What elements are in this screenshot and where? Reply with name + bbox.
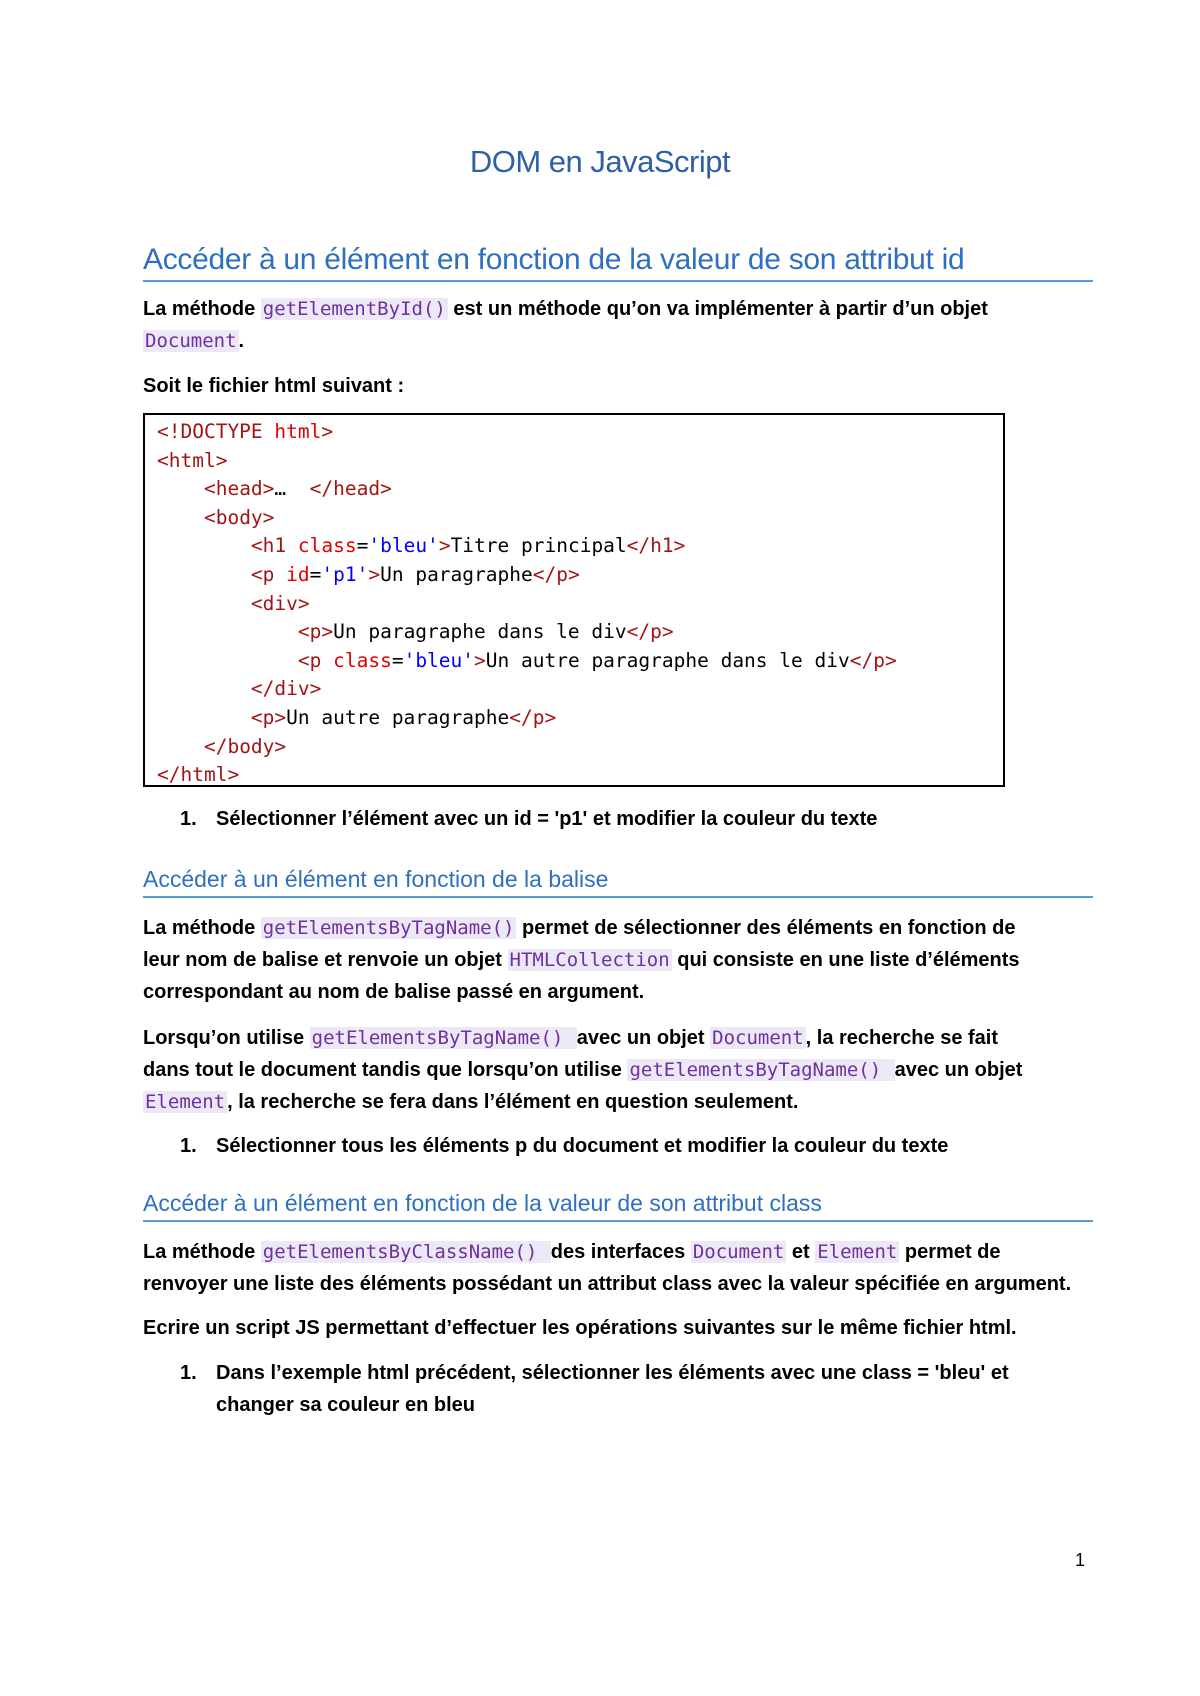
code-line: <p id='p1'>Un paragraphe</p> — [250, 562, 580, 586]
section1-paragraph: La méthode getElementById() est un méthode qu’on va implémenter à partir d’un objet Document . — [143, 298, 988, 352]
code-line: <h1 class='bleu'>Titre principal</h1> — [250, 534, 686, 558]
code-getElementById: getElementById() — [262, 298, 446, 320]
code-getElementsByTagName: getElementsByTagName() — [311, 1027, 575, 1049]
code-line: <head>… </head> — [203, 477, 392, 501]
section1-heading: Accéder à un élément en fonction de la valeur de son attribut id — [143, 243, 1093, 282]
code-line: <html> — [157, 448, 228, 472]
code-htmlcollection: HTMLCollection — [509, 949, 670, 971]
code-getElementsByClassName: getElementsByClassName() — [262, 1241, 549, 1263]
code-line: </div> — [250, 677, 322, 701]
section2-heading: Accéder à un élément en fonction de la balise — [143, 866, 1093, 898]
section2-paragraph2: Lorsqu’on utilise getElementsByTagName() avec un objet Document , la recherche se fait dans tout le document tandis que lorsqu’on utilise getElementsByTagName() avec un objet Element , la recherche se fera dans l’élément en question seulement. — [143, 1027, 1023, 1113]
code-document: Document — [145, 330, 237, 352]
code-line: <p>Un autre paragraphe</p> — [250, 705, 557, 729]
code-getElementsByTagName: getElementsByTagName() — [262, 917, 515, 939]
code-line: <!DOCTYPE html> — [157, 420, 334, 443]
code-document: Document — [692, 1241, 785, 1263]
section3-paragraph1: La méthode getElementsByClassName() des interfaces Document et Element permet de renvoyer une liste des éléments possédant un attribut class avec la valeur spécifiée en argument. — [143, 1241, 1072, 1295]
document-title: DOM en JavaScript — [469, 144, 731, 179]
section1-intro: Soit le fichier html suivant : — [143, 375, 405, 397]
code-line: </body> — [203, 734, 287, 758]
code-line: <p class='bleu'>Un autre paragraphe dans le div</p> — [297, 648, 897, 672]
code-getElementsByTagName: getElementsByTagName() — [629, 1059, 893, 1081]
code-line: <body> — [203, 505, 275, 529]
section3-heading: Accéder à un élément en fonction de la valeur de son attribut class — [143, 1190, 1093, 1222]
code-document: Document — [712, 1027, 804, 1049]
code-line: </html> — [157, 763, 240, 787]
code-element: Element — [145, 1091, 226, 1113]
section3-step: 1. Dans l’exemple html précédent, sélectionner les éléments avec une class = 'bleu' et changer sa couleur en bleu — [180, 1362, 1009, 1416]
section2-paragraph1: La méthode getElementsByTagName() permet de sélectionner des éléments en fonction de leur nom de balise et renvoie un objet HTMLCollection qui consiste en une liste d’éléments correspondant au nom de balise passé en argument. — [143, 917, 1020, 1003]
code-line: <div> — [250, 591, 310, 615]
document-page: DOM en JavaScript Accéder à un élément en fonction de la valeur de son attribut id La méthode getElementById() est un méthode qu’on va implémenter à partir d’un objet Document . Soit le fichier html suivant : <!DOCTYPE html> <html> <head>… </head> <body> <h1 class='bleu'>Titre principal</h1> <p id='p1'>Un paragraphe</p> <div> <p>Un paragraphe dans le div</p> <p class='bleu'>Un autre paragraphe dans le div</p> </div> <p>Un autre paragraphe</p> </body> </html> 1. Sélectionner l’élément avec un id = 'p1' et modifier la couleur du texte Accéder à un élément en fonction de la balise La méthode getElementsByTagName() permet de sélectionner des éléments en fonction de leur nom de balise et renvoie un objet HTMLCollection qui consiste en une liste d’éléments correspondant au nom de balise passé en argument. Lorsqu’on utilise getElementsByTagName() avec un objet Document , la recherche se fait dans tout le document tandis que lorsqu’on utilise getElementsByTagName() avec un objet Element , la recherche se fera dans l’élément en question seulement. 1. Sélectionner tous les éléments p du document et modifier la couleur du texte Accéder à un élément en fonction de la valeur de son attribut class La méthode getElementsByClassName() des interfaces Document et Element permet de renvoyer une liste des éléments possédant un attribut class avec la valeur spécifiée en argument. Ecrire un script JS permettant d’effectuer les opérations suivantes sur le même fichier html. 1. Dans l’exemple html précédent, sélectionner les éléments avec une class = 'bleu' et changer sa couleur en bleu 1 — [0, 0, 1200, 1696]
section3-paragraph2: Ecrire un script JS permettant d’effectuer les opérations suivantes sur le même fichier html. — [143, 1317, 1017, 1339]
page-number: 1 — [1075, 1550, 1086, 1570]
html-code-block — [143, 413, 1005, 787]
code-line: <p>Un paragraphe dans le div</p> — [297, 620, 674, 644]
code-element: Element — [817, 1241, 898, 1263]
